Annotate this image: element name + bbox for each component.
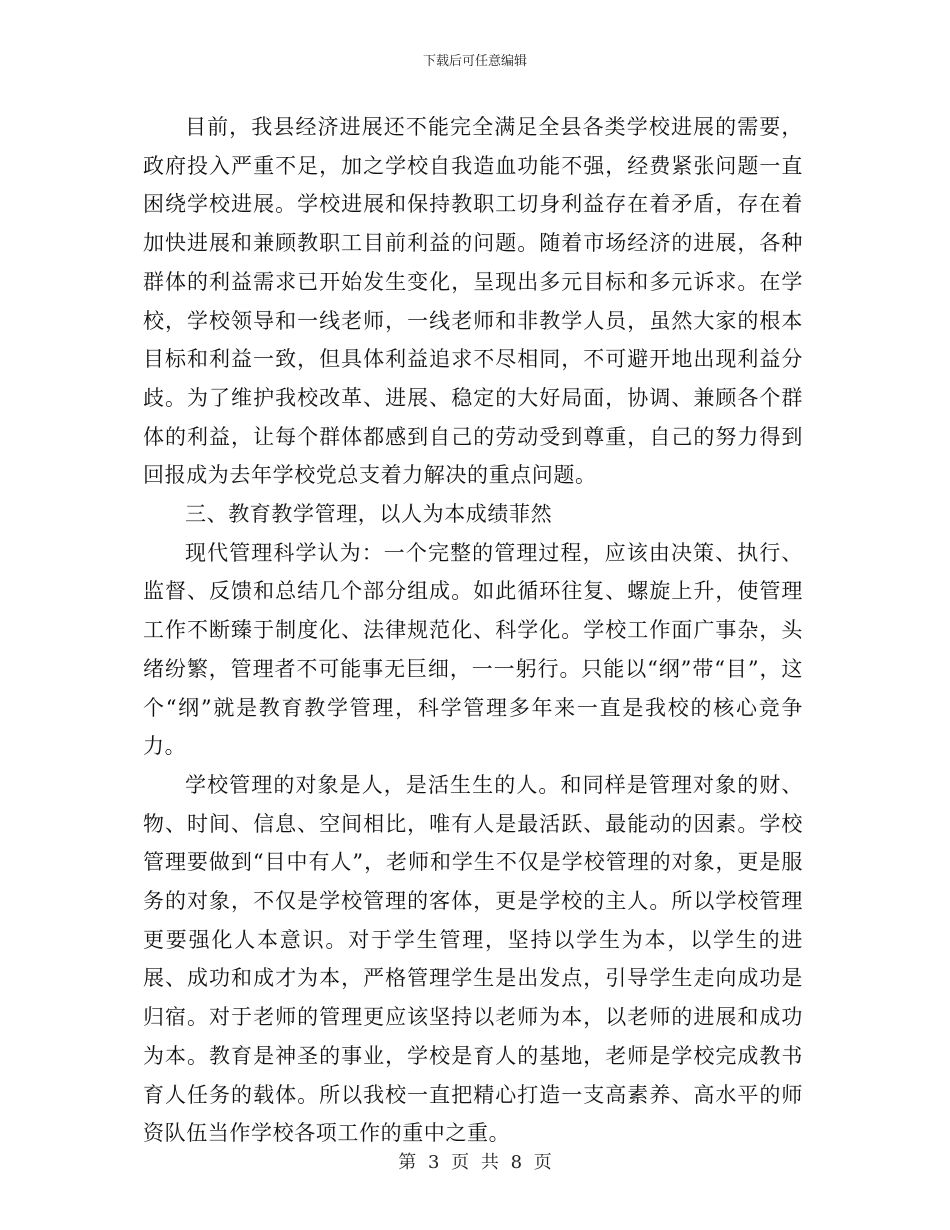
page-header: 下载后可任意编辑 (422, 54, 527, 69)
document-body (143, 108, 803, 1153)
section-heading: 三、教育教学管理，以人为本成绩菲然 (185, 502, 553, 527)
paragraph-management-science: 现代管理科学认为：一个完整的管理过程，应该由决策、执行、监督、反馈和总结几个部分组成。如此循环往复、螺旋上升，使管理工作不断臻于制度化、法律规范化、科学化。学校工作面广事杂，头绪纷繁，管理者不可能事无巨细，一一躬行。只能以“纲”带“目”，这个“纲”就是教育教学管理，科学管理多年来一直是我校的核心竞争力。 (143, 540, 803, 759)
paragraph-people-oriented: 学校管理的对象是人，是活生生的人。和同样是管理对象的财、物、时间、信息、空间相比，唯有人是最活跃、最能动的因素。学校管理要做到“目中有人”，老师和学生不仅是学校管理的对象，更是服务的对象，不仅是学校管理的客体，更是学校的主人。所以学校管理更要强化人本意识。对于学生管理，坚持以学生为本，以学生的进展、成功和成才为本，严格管理学生是出发点，引导学生走向成功是归宿。对于老师的管理更应该坚持以老师为本，以老师的进展和成功为本。教育是神圣的事业，学校是育人的基地，老师是学校完成教书育人任务的载体。所以我校一直把精心打造一支高素养、高水平的师资队伍当作学校各项工作的重中之重。 (143, 772, 803, 1146)
page-number: 第 3 页 共 8 页 (398, 1152, 552, 1173)
paragraph-funding: 目前，我县经济进展还不能完全满足全县各类学校进展的需要，政府投入严重不足，加之学校自我造血功能不强，经费紧张问题一直困绕学校进展。学校进展和保持教职工切身利益存在着矛盾，存在着加快进展和兼顾教职工目前利益的问题。随着市场经济的进展，各种群体的利益需求已开始发生变化，呈现出多元目标和多元诉求。在学校，学校领导和一线老师，一线老师和非教学人员，虽然大家的根本目标和利益一致，但具体利益追求不尽相同，不可避开地出现利益分歧。为了维护我校改革、进展、稳定的大好局面，协调、兼顾各个群体的利益，让每个群体都感到自己的劳动受到尊重，自己的努力得到回报成为去年学校党总支着力解决的重点问题。 (143, 115, 803, 488)
